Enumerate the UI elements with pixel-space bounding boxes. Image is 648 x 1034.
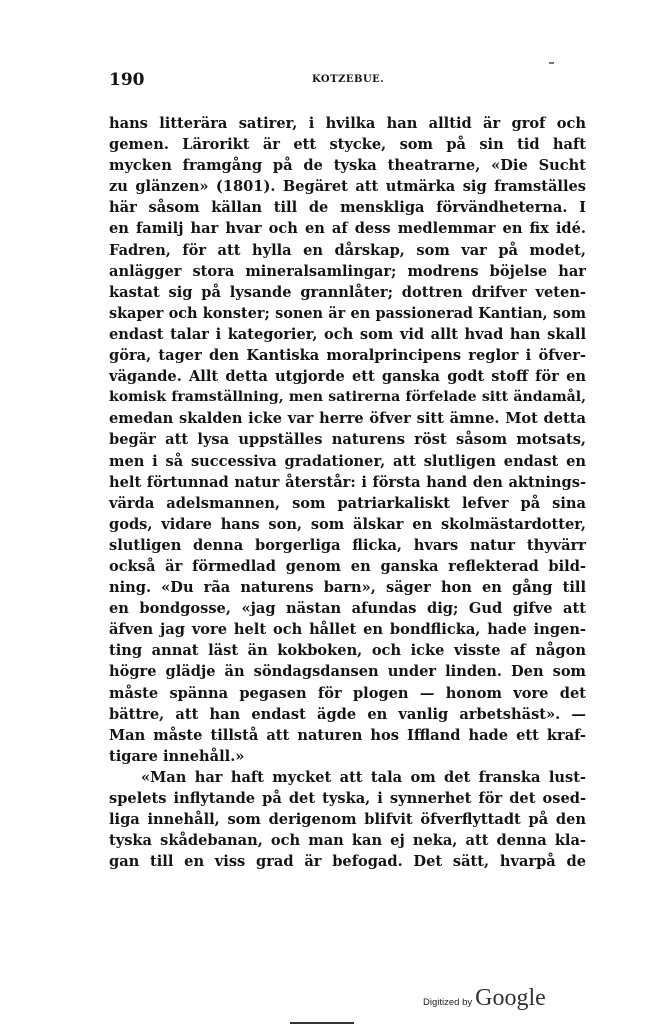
running-head: KOTZEBUE. xyxy=(312,74,385,85)
text-line: måste spänna pegasen för plogen — honom vore det xyxy=(109,684,586,702)
text-line: liga innehåll, som derigenom blifvit öfverflyttadt på den xyxy=(109,811,586,829)
google-wordmark: Google xyxy=(475,985,546,1011)
text-line: en bondgosse, «jag nästan afundas dig; Gud gifve att xyxy=(109,600,586,618)
text-line: bättre, att han endast ägde en vanlig arbetshäst». — xyxy=(109,705,586,723)
text-line: Man måste tillstå att naturen hos Iffland hade ett kraf- xyxy=(109,726,586,744)
text-line: begär att lysa uppställes naturens röst såsom motsats, xyxy=(109,431,586,449)
text-line: tigare innehåll.» xyxy=(109,747,245,765)
text-line: tyska skådebanan, och man kan ej neka, att denna kla- xyxy=(109,832,586,850)
text-line: äfven jag vore helt och hållet en bondflicka, hade ingen- xyxy=(109,621,586,639)
text-line: också är förmedlad genom en ganska reflekterad bild- xyxy=(109,557,586,575)
text-line: men i så successiva gradationer, att slutligen endast en xyxy=(109,452,586,470)
page-number: 190 xyxy=(109,70,145,90)
text-line: Fadren, för att hylla en dårskap, som var på modet, xyxy=(109,241,586,259)
text-line: högre glädje än söndagsdansen under linden. Den som xyxy=(109,663,586,681)
text-line: helt förtunnad natur återstår: i första hand den aktnings- xyxy=(109,473,586,491)
text-line: gemen. Lärorikt är ett stycke, som på sin tid haft xyxy=(109,136,586,154)
digitized-label: Digitized by xyxy=(423,997,473,1008)
text-line: zu glänzen» (1801). Begäret att utmärka sig framställes xyxy=(109,178,586,196)
text-line: anlägger stora mineralsamlingar; modrens böjelse har xyxy=(109,262,586,280)
margin-tick xyxy=(549,62,554,64)
text-line: värda adelsmannen, som patriarkaliskt lefver på sina xyxy=(109,494,586,512)
text-line: komisk framställning, men satirerna förfelade sitt ändamål, xyxy=(109,389,586,406)
text-line: gods, vidare hans son, som älskar en skolmästardotter, xyxy=(109,515,586,533)
text-line: mycken framgång på de tyska theatrarne, «Die Sucht xyxy=(109,157,586,175)
text-line: göra, tager den Kantiska moralprincipens reglor i öfver- xyxy=(109,347,586,365)
text-line: vägande. Allt detta utgjorde ett ganska godt stoff för en xyxy=(109,368,586,386)
text-line: ning. «Du rãa naturens barn», säger hon en gång till xyxy=(109,579,586,597)
text-line: gan till en viss grad är befogad. Det sätt, hvarpå de xyxy=(109,853,586,871)
text-line: ting annat läst än kokboken, och icke visste af någon xyxy=(109,642,586,660)
text-line: hans litterära satirer, i hvilka han alltid är grof och xyxy=(109,115,586,132)
text-line: en familj har hvar och en af dess medlemmar en fix idé. xyxy=(109,220,586,238)
text-line: slutligen denna borgerliga flicka, hvars natur thyvärr xyxy=(109,536,586,554)
body-text xyxy=(109,113,586,872)
text-line: «Man har haft mycket att tala om det franska lust- xyxy=(141,768,586,786)
text-line: skaper och konster; sonen är en passionerad Kantian, som xyxy=(109,304,586,322)
text-line: kastat sig på lysande grannlåter; dottren drifver veten- xyxy=(109,283,586,301)
text-line: spelets inflytande på det tyska, i synnerhet för det osed- xyxy=(109,790,586,807)
text-line: här såsom källan till de menskliga förvändheterna. I xyxy=(109,199,586,217)
text-line: endast talar i kategorier, och som vid allt hvad han skall xyxy=(109,325,586,343)
bottom-rule xyxy=(290,1022,354,1024)
digitized-by-google xyxy=(423,985,546,1012)
text-line: emedan skalden icke var herre öfver sitt ämne. Mot detta xyxy=(109,410,586,428)
